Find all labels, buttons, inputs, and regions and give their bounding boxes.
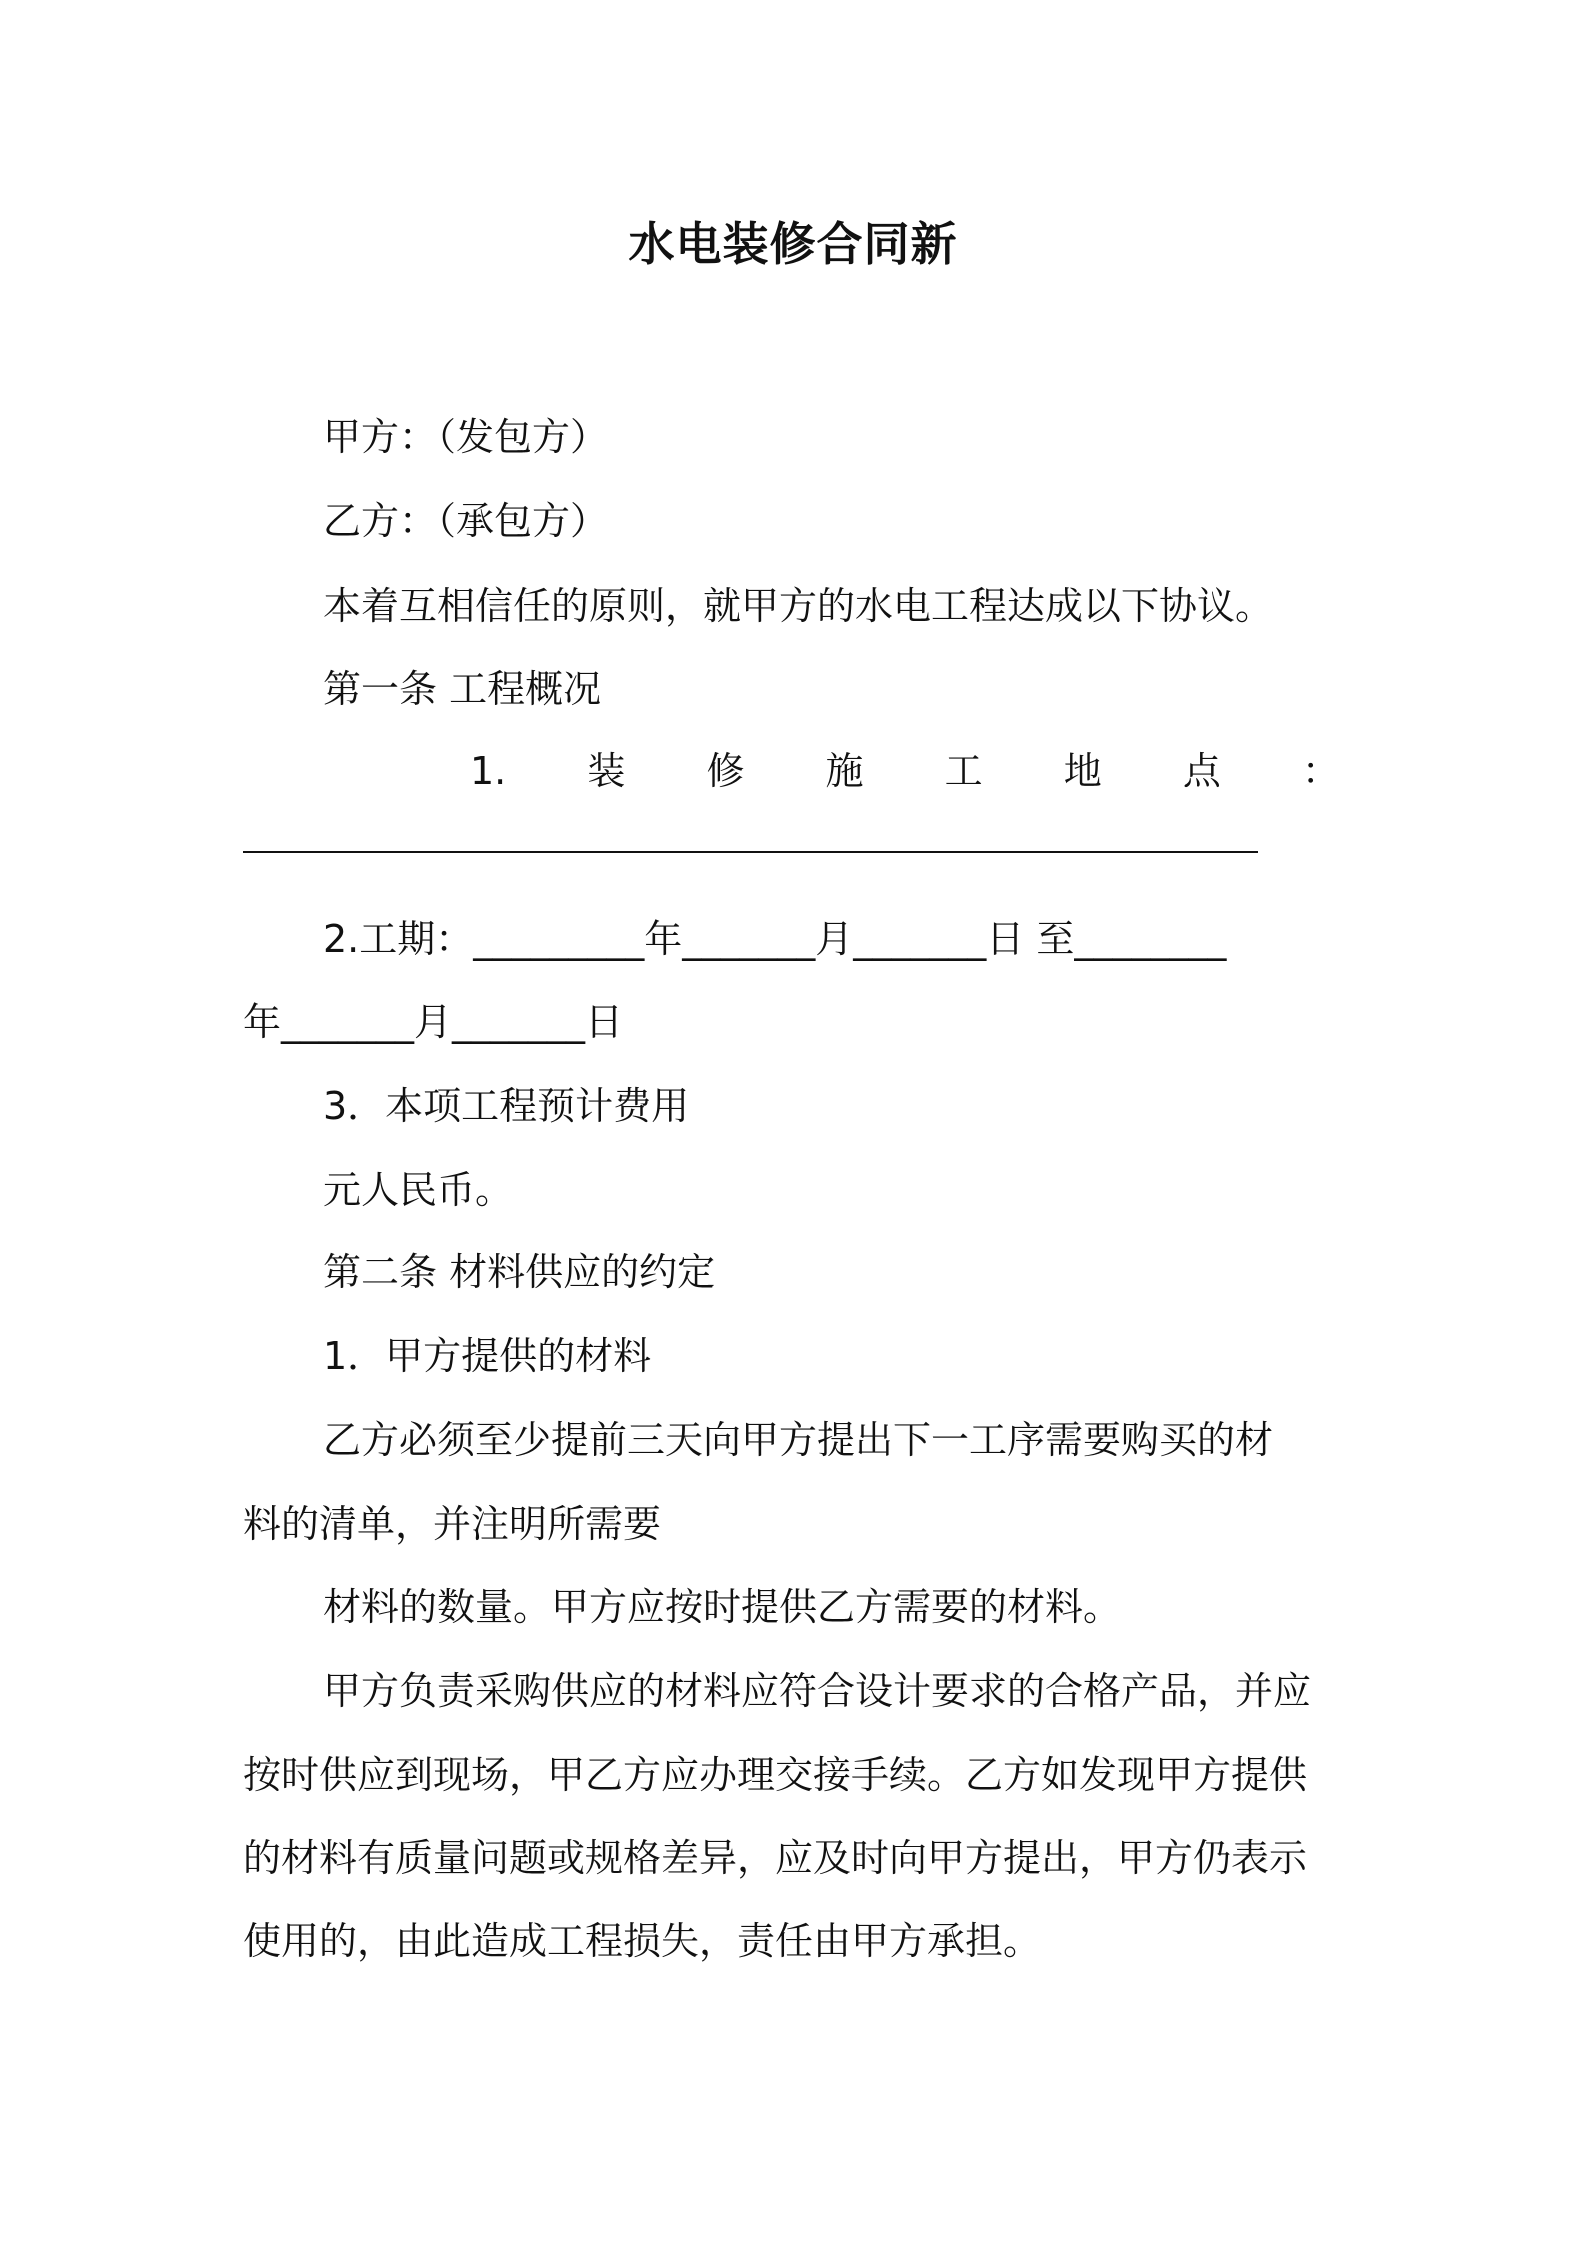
article1-item2-line1: 2.工期：_________年_______月_______日 至________ <box>323 917 1227 961</box>
article1-item3-cont: 元人民币。 <box>323 1168 514 1212</box>
article2-p3-line4: 使用的，由此造成工程损失，责任由甲方承担。 <box>243 1919 1042 1963</box>
party-a-line: 甲方：（发包方） <box>323 415 609 459</box>
article2-p3-line1: 甲方负责采购供应的材料应符合设计要求的合格产品，并应 <box>323 1669 1312 1713</box>
item1-char: 修 <box>706 749 745 793</box>
item1-char: 装 <box>587 749 626 793</box>
article1-item2-line2: 年_______月_______日 <box>243 1000 624 1044</box>
article2-p2-line1: 材料的数量。甲方应按时提供乙方需要的材料。 <box>323 1585 1122 1629</box>
article2-p1-line1: 乙方必须至少提前三天向甲方提出下一工序需要购买的材 <box>323 1418 1274 1462</box>
item1-char: 工 <box>944 749 983 793</box>
article1-item3: 3．本项工程预计费用 <box>323 1084 690 1128</box>
article2-heading: 第二条 材料供应的约定 <box>323 1250 716 1294</box>
item1-char: 1. <box>470 749 507 793</box>
document-title: 水电装修合同新 <box>628 217 958 271</box>
preamble-line: 本着互相信任的原则，就甲方的水电工程达成以下协议。 <box>323 584 1274 628</box>
item1-char: 施 <box>825 749 864 793</box>
party-b-line: 乙方：（承包方） <box>323 499 609 543</box>
article2-item1: 1．甲方提供的材料 <box>323 1334 652 1378</box>
item1-char: 地 <box>1063 749 1102 793</box>
article2-p1-line2: 料的清单，并注明所需要 <box>243 1502 662 1546</box>
article2-p3-line2: 按时供应到现场，甲乙方应办理交接手续。乙方如发现甲方提供 <box>243 1753 1308 1797</box>
item1-char: 点 <box>1182 749 1221 793</box>
article1-item1-location <box>470 744 1340 798</box>
article1-heading: 第一条 工程概况 <box>323 667 602 711</box>
item1-char: ： <box>1301 749 1340 793</box>
location-blank-underline <box>243 851 1258 853</box>
article2-p3-line3: 的材料有质量问题或规格差异，应及时向甲方提出，甲方仍表示 <box>243 1836 1308 1880</box>
